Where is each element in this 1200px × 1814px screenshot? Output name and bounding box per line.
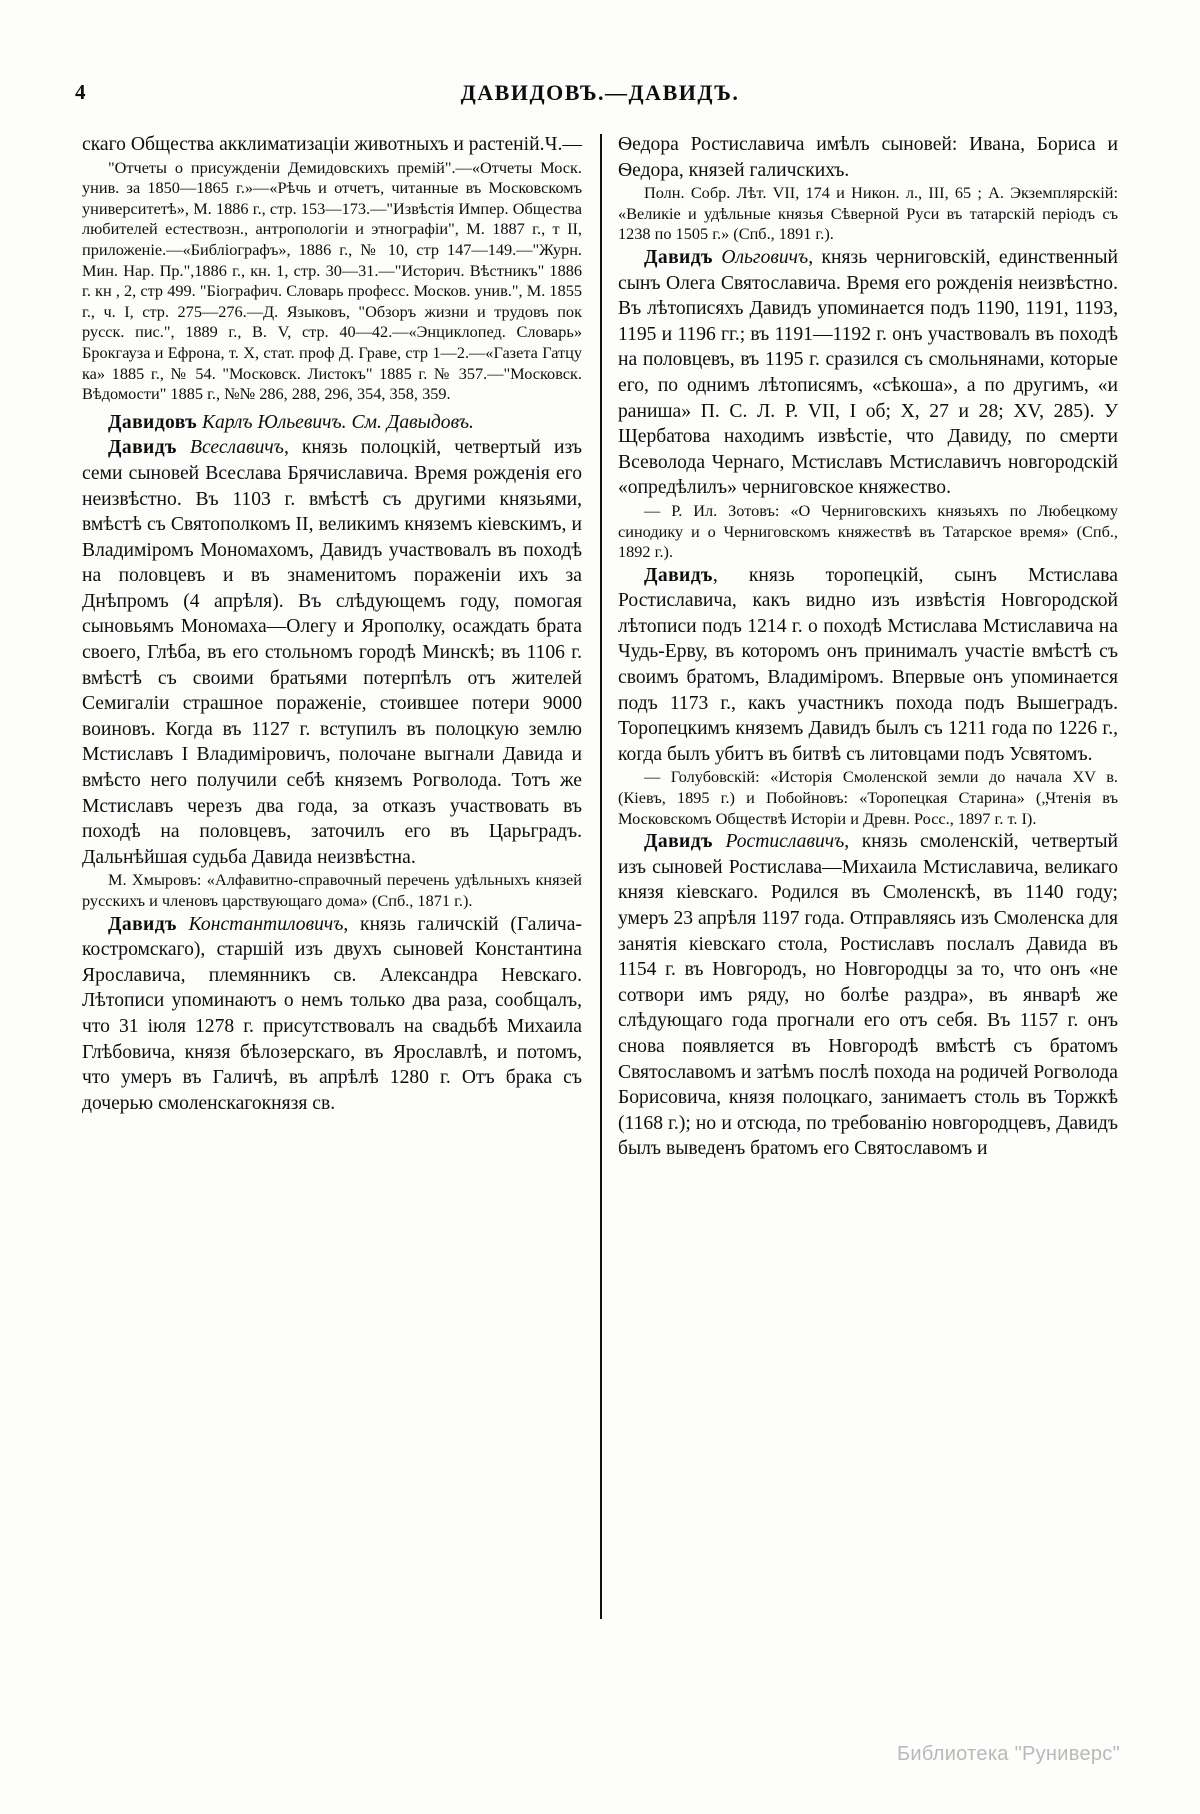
entry-name: Ростиславичъ (725, 831, 845, 853)
entry-name: Константиловичъ (188, 913, 344, 935)
entry-david-toropetsky (618, 563, 1118, 768)
signature: Ч.— (544, 134, 582, 155)
entry-david-rostislavich (618, 829, 1118, 1162)
entry-headword: Давидъ (108, 913, 177, 935)
entry-body: , князь полоцкій, четвертый изъ семи сыновей Всеслава Брячиславича. Время рожденія его неизвѣстно. Въ 1103 г. вмѣстѣ съ другими князьями, вмѣстѣ съ Святополкомъ II, великимъ княземъ кіевскимъ, и Владиміромъ Мономахомъ, Давидъ участвовалъ въ походѣ на половцевъ и въ знаменитомъ пораженіи ихъ за Днѣпромъ (4 апрѣля). Въ слѣдующемъ году, помогая сыновьямъ Мономаха—Олегу и Ярополку, осаждать брата своего, Глѣба, въ его стольномъ городѣ Минскѣ; въ 1106 г. вмѣстѣ съ своими братьями потерпѣлъ отъ жителей Семигаліи страшное пораженіе, стоившее потери 9000 воиновъ. Когда въ 1127 г. вступилъ въ полоцкую землю Мстиславъ I Владиміровичъ, полочане выгнали Давида и вмѣсто него получили себѣ княземъ Рогволода. Тотъ же Мстиславъ черезъ два года, за отказъ участвовать въ походѣ на половцевъ, заточилъ его въ Царьградъ. Дальнѣйшая судьба Давида неизвѣстна. (82, 437, 583, 868)
entry-body: , князь торопецкій, сынъ Мстислава Ростиславича, какъ видно изъ извѣстія Новгородской лѣтописи подъ 1214 г. о походѣ Мстислава Мстиславича на Чудь-Ерву, въ которомъ онъ принималъ участіе вмѣстѣ съ своимъ братомъ, Владиміромъ. Впервые онъ упоминается подъ 1173 г., какъ участникъ похода подъ Вышеградъ. Торопецкимъ княземъ Давидъ былъ съ 1211 года по 1226 г., когда былъ убитъ въ битвѣ съ литовцами подъ Усвятомъ. (618, 564, 1118, 765)
entry-crossref: См. Давыдовъ. (346, 411, 474, 433)
entry-body: , князь смоленскій, четвертый изъ сыновей Ростислава—Михаила Мстиславича, великаго князя кіевскаго. Родился въ Смоленскѣ, въ 1140 году; умеръ 23 апрѣля 1197 года. Отправляясь изъ Смоленска для занятія кіевскаго стола, Ростиславъ послалъ Давида въ 1154 г. въ Новгородъ, но Новгородцы за то, что онъ «не сотвори имъ ряду, но болѣе раздра», въ январѣ же слѣдующаго года прогнали его отъ себя. Въ 1157 г. онъ снова появляется въ Новгородѣ вмѣстѣ съ братомъ Святославомъ и затѣмъ послѣ похода на родичей Рогволода Борисовича, князя полоцкаго, занимаетъ столь въ Торжкѣ (1168 г.); но и отсюда, по требованію новгородцевъ, Давидъ былъ выведенъ братомъ его Святославомъ и (618, 831, 1118, 1160)
column-divider (600, 134, 602, 1619)
running-title: ДАВИДОВЪ.—ДАВИДЪ. (460, 80, 740, 105)
source-khmyrov: М. Хмыровъ: «Алфавитно-справочный перечень удѣльныхъ князей русскихъ и членовъ царствующаго дома» (Спб., 1871 г.). (82, 870, 582, 910)
left-column (82, 132, 600, 1632)
entry-name: Ольговичъ (721, 246, 809, 268)
entry-body: , князь галичскій (Галича-костромскаго), старшій изъ двухъ сыновей Константина Ярославича, племянникъ св. Александра Невскаго. Лѣтописи упоминаютъ о немъ только два раза, сообщалъ, что 31 іюля 1278 г. присутствовалъ на свадьбѣ Михаила Глѣбовича, князя бѣлозерскаго, въ Ярославлѣ, и потомъ, что умеръ въ Галичѣ, въ апрѣлѣ 1280 г. Отъ брака съ дочерью смоленскагокнязя св. (82, 913, 582, 1114)
source-list-2: — Р. Ил. Зотовъ: «О Черниговскихъ князьяхъ по Любецкому синодику и о Черниговскомъ княжествѣ въ Татарское время» (Спб., 1892 г.). (618, 500, 1118, 562)
entry-name: Карлъ Юльевичъ. (202, 411, 347, 433)
entry-david-olgovich (618, 245, 1118, 501)
right-column (618, 132, 1118, 1632)
entry-headword: Давидъ (644, 246, 713, 268)
bibliography-block: "Отчеты о присужденіи Демидовскихъ премій".—«Отчеты Моск. унив. за 1850—1865 г.»—«Рѣчь и отчетъ, читанные въ Московскомъ университетѣ», М. 1886 г., стр. 153—173.—"Извѣстія Импер. Общества любителей естествозн., антропологіи и этнографіи", М. 1887 г., т II, приложеніе.—«Библіографъ», 1886 г., № 10, стр 147—149.—"Журн. Мин. Нар. Пр.",1886 г., кн. 1, стр. 30—31.—"Историч. Вѣстникъ" 1886 г. кн , 2, стр 499. "Біографич. Словарь професс. Москов. унив.", М. 1855 г., ч. I, стр. 275—276.—Д. Языковъ, "Обзоръ жизни и трудовъ пок русск. пис.", 1889 г., В. V, стр. 40—42.—«Энциклопед. Словарь» Брокгауза и Ефрона, т. X, стат. проф Д. Граве, стр 1—2.—«Газета Гатцу ка» 1885 г., № 54. "Московск. Листокъ" 1885 г. № 357.—"Московск. Вѣдомости" 1885 г., №№ 286, 288, 296, 354, 358, 359. (82, 157, 582, 404)
page-header (75, 80, 1125, 114)
continuation-text: скаго Общества акклиматизаціи животныхъ и растеній. (82, 134, 545, 155)
page-number: 4 (75, 80, 86, 104)
entry-body: , князь черниговскій, единственный сынъ Олега Святославича. Время его рожденія неизвѣстно. Въ лѣтописяхъ Давидъ упоминается подъ 1190, 1191, 1193, 1195 и 1196 гг.; въ 1191—1192 г. онъ участвовалъ въ походѣ на половцевъ, въ 1195 г. сразился съ смольнянами, которые его, по однимъ лѣтописямъ, «сѣкоша», а по другимъ, «и раниша» П. С. Л. Р. VII, I об; X, 27 и 28; XV, 285). У Щербатова находимъ извѣстіе, что Давиду, по смерти Всеволода Чернаго, Мстиславъ Мстиславичъ новгородскій «опредѣлилъ» черниговское княжество. (618, 246, 1118, 499)
entry-david-vseslavich (82, 435, 582, 870)
library-watermark: Библиотека "Руниверс" (896, 1743, 1120, 1765)
entry-name: Всеславичъ (189, 437, 284, 459)
entry-headword: Давидъ (644, 831, 713, 853)
entry-headword: Давидовъ (108, 411, 198, 433)
entry-headword: Давидъ (108, 437, 177, 459)
entry-headword: Давидъ (644, 564, 713, 586)
entry-davydov (82, 410, 582, 436)
source-list-3: — Голубовскій: «Исторія Смоленской земли до начала XV в. (Кіевъ, 1895 г.) и Побойновъ: «Торопецкая Старина» („Чтенія въ Московскомъ Обществѣ Исторіи и Древн. Росс., 1897 г. т. I). (618, 767, 1118, 828)
entry-david-konstantinovich (82, 912, 582, 1117)
paragraph-continuation: Ѳедора Ростиславича имѣлъ сыновей: Ивана, Бориса и Ѳедора, князей галичскихъ. (618, 134, 1118, 181)
source-list-1: Полн. Собр. Лѣт. VII, 174 и Никон. л., III, 65 ; А. Экземплярскій: «Великіе и удѣльные князья Сѣверной Руси въ татарскій періодъ съ 1238 по 1505 г.» (Спб., 1891 г.). (618, 183, 1118, 244)
text-columns (82, 132, 1118, 1632)
paragraph-continuation (82, 132, 582, 158)
